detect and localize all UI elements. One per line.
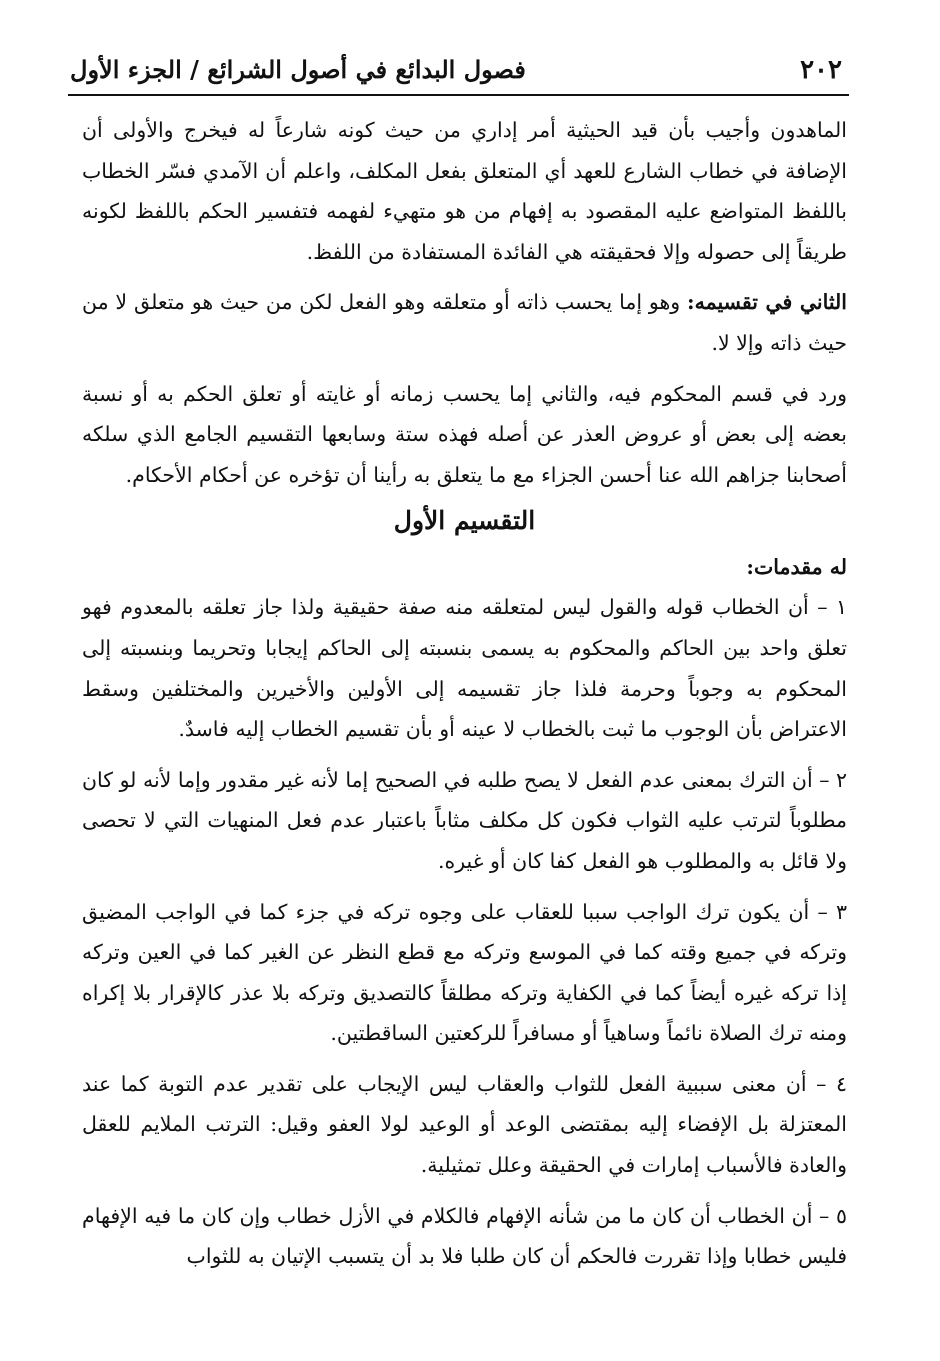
paragraph-lead-term: الثاني في تقسيمه:: [687, 290, 847, 315]
numbered-item-3: ٣ – أن يكون ترك الواجب سببا للعقاب على وجوه تركه في جزء كما في الواجب المضيق وتركه في جميع وقته كما في الموسع وتركه مع قطع النظر عن الغير كما في العين وتركه إذا تركه غيره أيضاً كما في الكفاية وتركه مطلقاً كالتصديق وتركه بلا عذر كالإقرار بلا إكراه ومنه ترك الصلاة نائماً وساهياً أو مسافراً للركعتين الساقطتين.: [82, 899, 847, 1046]
numbered-item-4: ٤ – أن معنى سببية الفعل للثواب والعقاب ليس الإيجاب على تقدير عدم التوبة كما عند المعتزلة بل الإفضاء إليه بمقتضى الوعد أو الوعيد لولا العفو وقيل: الترتب الملايم للعقل والعادة فالأسباب إمارات في الحقيقة وعلل تمثيلية.: [82, 1071, 847, 1178]
numbered-item-2: ٢ – أن الترك بمعنى عدم الفعل لا يصح طلبه في الصحيح إما لأنه غير مقدور وإما لأنه لو كان مطلوباً لترتب عليه الثواب فكون كل مكلف مثاباً باعتبار عدم فعل المنهيات التي لا تحصى ولا قائل به والمطلوب هو الفعل كفا كان أو غيره.: [82, 767, 847, 873]
section-heading: التقسيم الأول: [393, 506, 536, 536]
paragraph-text: وهو إما يحسب ذاته أو متعلقه وهو الفعل لكن من حيث هو متعلق لا من حيث ذاته وإلا لا.: [82, 290, 847, 355]
running-title: فصول البدائع في أصول الشرائع / الجزء الأول: [70, 55, 526, 84]
numbered-item-1: ١ – أن الخطاب قوله والقول ليس لمتعلقه منه صفة حقيقية ولذا جاز تعلقه بالمعدوم فهو تعلق واحد بين الحاكم والمحكوم به يسمى بنسبته إلى الحاكم إيجابا وتحريما وبنسبته إلى المحكوم به وجوباً وحرمة فلذا جاز تقسيمه إلى الأولين والأخيرين والمختلفين وسقط الاعتراض بأن الوجوب ما ثبت بالخطاب لا عينه أو بأن تقسيم الخطاب إليه فاسدٌ.: [82, 595, 847, 742]
paragraph-continuation: الماهدون وأجيب بأن قيد الحيثية أمر إداري من حيث كونه شارعاً له فيخرج والأولى أن الإضافة في خطاب الشارع للعهد أي المتعلق بفعل المكلف، واعلم أن الآمدي فسّر الخطاب باللفظ المتواضع عليه المقصود به إفهام من هو متهيء لفهمه فتفسير الحكم باللفظ لكونه طريقاً إلى حصوله وإلا فحقيقته هي الفائدة المستفادة من اللفظ.: [82, 118, 847, 264]
introductions-label: له مقدمات:: [746, 555, 847, 580]
paragraph-divisions-summary: ورد في قسم المحكوم فيه، والثاني إما يحسب زمانه أو غايته أو تعلق الحكم به أو نسبة بعضه إلى بعض أو عروض العذر عن أصله فهذه ستة وسابعها التقسيم الجامع الذي سلكه أصحابنا جزاهم الله عنا أحسن الجزاء مع ما يتعلق به رأينا أن تؤخره عن أحكام الأحكام.: [82, 381, 847, 487]
page-body: [82, 110, 847, 1277]
page-header: [70, 52, 850, 92]
header-divider: [68, 94, 849, 96]
page-number: ٢٠٢: [800, 55, 842, 85]
paragraph-second-division: [82, 282, 847, 363]
numbered-item-5: ٥ – أن الخطاب أن كان ما من شأنه الإفهام فالكلام في الأزل خطاب وإن كان ما فيه الإفهام فليس خطابا وإذا تقررت فالحكم أن كان طلبا فلا بد أن يتسبب الإتيان به للثواب: [82, 1203, 847, 1269]
